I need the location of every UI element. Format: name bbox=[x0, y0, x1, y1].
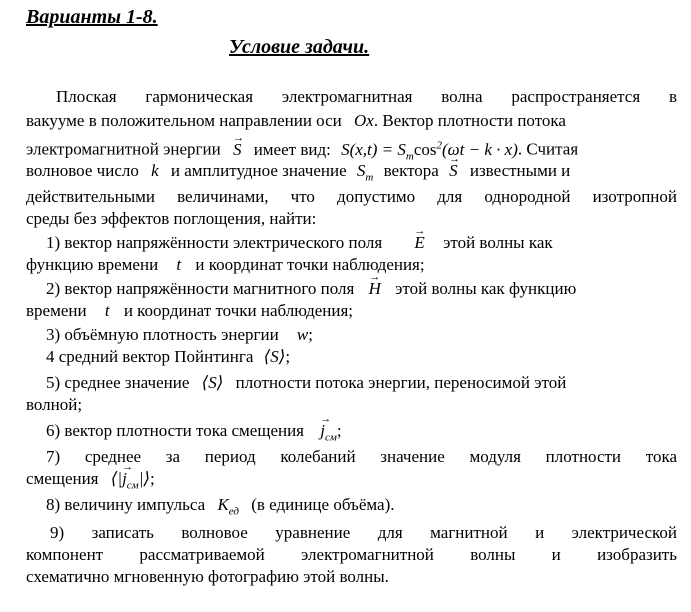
vector-e: → E bbox=[414, 232, 424, 254]
item-5-line-2: волной; bbox=[26, 395, 83, 414]
wavenumber-k: k bbox=[151, 161, 159, 180]
para-line-1: Плоская гармоническая электромагнитная волна распространяется в bbox=[56, 87, 677, 106]
para-line-2: вакууме в положительном направлении оси Ox. Вектор плотности потока bbox=[26, 111, 566, 130]
item-1-line-2: функцию времени t и координат точки наблюдения; bbox=[26, 255, 425, 274]
para-line-5: действительными величинами, что допустимо для однородной изотропной bbox=[26, 187, 677, 206]
para-line-6: среды без эффектов поглощения, найти: bbox=[26, 209, 317, 228]
para-line-3: электромагнитной энергии → S имеет вид: $S(x,t) = S_m\cos^2(\omega t - k \cdot x)$. Считая bbox=[26, 134, 677, 167]
vector-s-2: → S bbox=[449, 160, 458, 182]
item-7-line-1: 7) среднее за период колебаний значение модуля плотности тока bbox=[46, 447, 677, 466]
formula-s: $S(x,t) = S_m\cos^2(\omega t - k \cdot x)$ bbox=[341, 139, 518, 163]
item-6: 6) вектор плотности тока смещения → $j_{см}$; bbox=[46, 420, 691, 448]
item-7-line-2: смещения ⟨|→ $j_{см}|⟩$; bbox=[26, 468, 677, 496]
item-2-line-1: 2) вектор напряжённости магнитного поля → H этой волны как функцию bbox=[46, 278, 691, 300]
item-1-line-1: 1) вектор напряжённости электрического поля → E этой волны как bbox=[46, 232, 677, 254]
variants-heading: Варианты 1-8. bbox=[26, 6, 158, 28]
item-5-line-1: 5) среднее значение ⟨S⟩ плотности потока энергии, переносимой этой bbox=[46, 373, 567, 392]
vector-s: → S bbox=[233, 139, 242, 161]
vector-j-displacement: → j bbox=[320, 420, 325, 442]
axis-ox: Ox bbox=[354, 111, 374, 130]
item-9-line-2: компонент рассматриваемой электромагнитной волны и изобразить bbox=[26, 545, 677, 564]
item-9-line-1: 9) записать волновое уравнение для магнитной и электрической bbox=[50, 523, 677, 542]
item-4: 4 средний вектор Пойнтинга ⟨S⟩; bbox=[46, 347, 291, 366]
condition-heading: Условие задачи. bbox=[229, 36, 370, 58]
item-9-line-3: схематично мгновенную фотографию этой волны. bbox=[26, 567, 389, 586]
amplitude-sm: $S_m$ bbox=[356, 161, 374, 184]
item-2-line-2: времени t и координат точки наблюдения; bbox=[26, 301, 354, 320]
item-8: 8) величину импульса $K_{ед}$ (в единице объёма). bbox=[46, 495, 395, 518]
para-line-4: волновое число k и амплитудное значение $S_m$ вектора → S известными и bbox=[26, 160, 677, 188]
vector-h: → H bbox=[369, 278, 381, 300]
item-3: 3) объёмную плотность энергии w; bbox=[46, 325, 313, 344]
